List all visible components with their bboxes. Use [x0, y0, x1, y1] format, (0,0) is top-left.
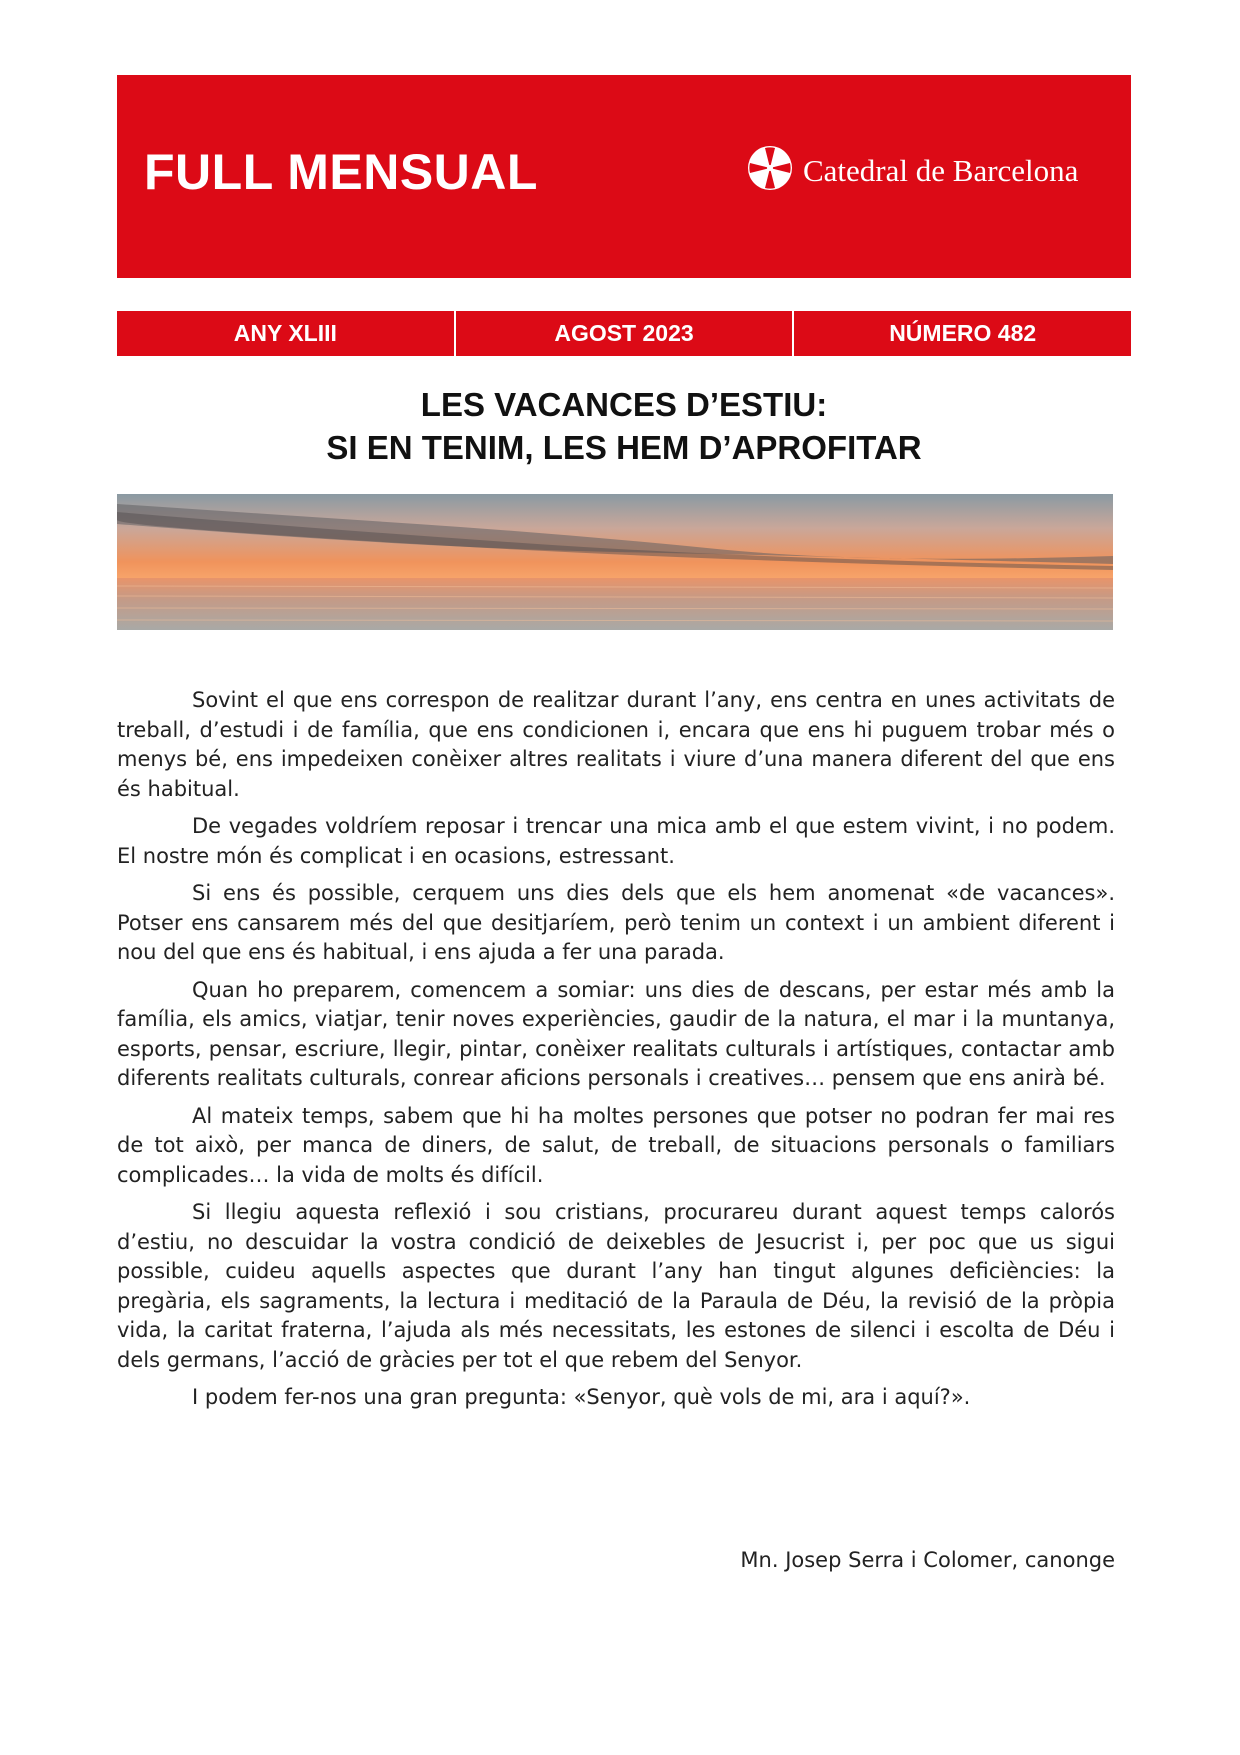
issue-info-bar [117, 311, 1131, 356]
article-title [117, 383, 1131, 469]
paragraph: De vegades voldríem reposar i trencar una mica amb el que estem vivint, i no podem. El nostre món és complicat i en ocasions, estressant. [117, 814, 1115, 868]
paragraph: Al mateix temps, sabem que hi ha moltes persones que potser no podran fer mai res de tot això, per manca de diners, de salut, de treball, de situacions personals o familiars complicades… la vida de molts és difícil. [117, 1103, 1115, 1187]
paragraph: Quan ho preparem, comencem a somiar: uns dies de descans, per estar més amb la família, els amics, viatjar, tenir noves experiències, gaudir de la natura, el mar i la muntanya, esports, pensar, escriure, llegir, pintar, conèixer realitats culturals i artístiques, contactar amb diferents realitats culturals, conrear aficions personals i creatives… pensem que ens anirà bé. [117, 977, 1115, 1090]
newsletter-title: FULL MENSUAL [144, 144, 538, 200]
author-signature: Mn. Josep Serra i Colomer, canonge [740, 1548, 1115, 1572]
issue-number: NÚMERO 482 [792, 311, 1131, 356]
brand-name: Catedral de Barcelona [803, 152, 1079, 188]
issue-year: ANY XLIII [117, 311, 454, 356]
paragraph: Sovint el que ens correspon de realitzar durant l’any, ens centra en unes activitats de treball, d’estudi i de família, que ens condicionen i, encara que ens hi puguem trobar més o menys bé, ens impedeixen conèixer altres realitats i viure d’una manera diferent del que ens és habitual. [117, 688, 1115, 801]
cathedral-brand [747, 145, 1078, 195]
paragraph: Si llegiu aquesta reflexió i sou cristians, procurareu durant aquest temps calorós d’estiu, no descuidar la vostra condició de deixebles de Jesucrist i, per poc que us sigui possible, cuideu aquells aspectes que durant l’any han tingut algunes deficiències: la pregària, els sagraments, la lectura i meditació de la Paraula de Déu, la revisió de la pròpia vida, la caritat fraterna, l’ajuda als més necessitats, les estones de silenci i escolta de Déu i dels germans, l’acció de gràcies per tot el que rebem del Senyor. [117, 1200, 1115, 1372]
sunset-sea-photo [117, 494, 1113, 630]
article-title-line-2: SI EN TENIM, LES HEM D’APROFITAR [326, 429, 922, 466]
cross-emblem-icon [747, 145, 793, 195]
paragraph: I podem fer-nos una gran pregunta: «Senyor, què vols de mi, ara i aquí?». [192, 1385, 971, 1409]
masthead [117, 75, 1131, 278]
paragraph: Si ens és possible, cerquem uns dies dels que els hem anomenat «de vacances». Potser ens cansarem més del que desitjaríem, però tenim un context i un ambient diferent i nou del que ens és habitual, i ens ajuda a fer una parada. [117, 881, 1115, 964]
issue-date: AGOST 2023 [454, 311, 793, 356]
article-title-line-1: LES VACANCES D’ESTIU: [420, 386, 828, 423]
article-body [117, 686, 1115, 1421]
